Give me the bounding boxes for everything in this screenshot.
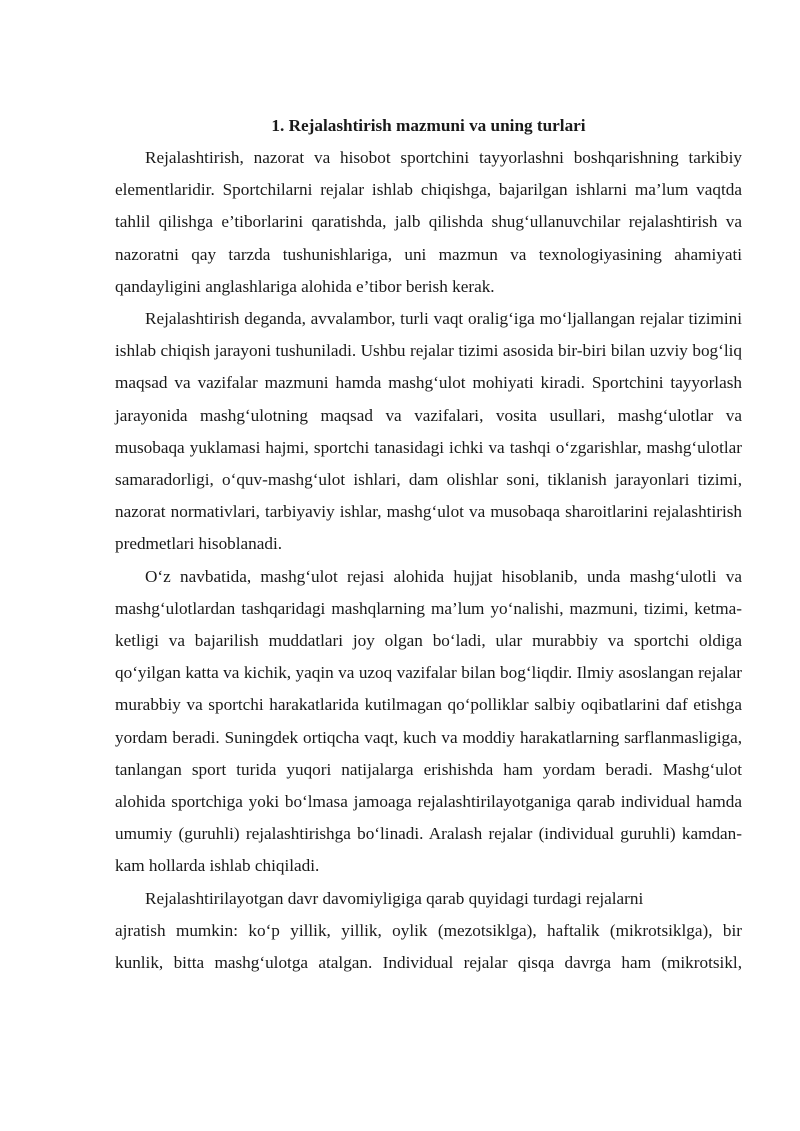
paragraph-4-line-2: ajratish mumkin: ko‘p yillik, yillik, oylik (mezotsiklga), haftalik (mikrotsiklga), bir [115,920,742,940]
paragraph-4-line-3: kunlik, bitta mashg‘ulotga atalgan. Individual rejalar qisqa davrga ham (mikrotsikl, [115,953,742,973]
paragraph-3: O‘z navbatida, mashg‘ulot rejasi alohida hujjat hisoblanib, unda mashg‘ulotli va mashg‘ulotlardan tashqaridagi mashqlarning ma’lum yo‘nalishi, mazmuni, tizimi, ketma-ketligi va bajarilish muddatlari joy olgan bo‘ladi, ular murabbiy va sportchi oldiga qo‘yilgan katta va kichik, yaqin va uzoq vazifalar bilan bog‘liqdir. Ilmiy asoslangan rejalar murabbiy va sportchi harakatlarida kutilmagan qo‘polliklar salbiy oqibatlarini daf etishga yordam beradi. Suningdek ortiqcha vaqt, kuch va moddiy harakatlarning sarflanmasligiga, tanlangan sport turida yuqori natijalarga erishishda ham yordam beradi. Mashg‘ulot alohida sportchiga yoki bo‘lmasa jamoaga rejalashtirilayotganiga qarab individual hamda umumiy (guruhli) rejalashtirishga bo‘linadi. Aralash rejalar (individual guruhli) kamdan-kam hollarda ishlab chiqiladi. [115,566,742,876]
paragraph-2: Rejalashtirish deganda, avvalambor, turli vaqt oralig‘iga mo‘ljallangan rejalar tizimini ishlab chiqish jarayoni tushuniladi. Ushbu rejalar tizimi asosida bir-biri bilan uzviy bog‘liq maqsad va vazifalar mazmuni hamda mashg‘ulot mohiyati kiradi. Sportchini tayyorlash jarayonida mashg‘ulotning maqsad va vazifalari, vosita usullari, mashg‘ulotlar va musobaqa yuklamasi hajmi, sportchi tanasidagi ichki va tashqi o‘zgarishlar, mashg‘ulotlar samaradorligi, o‘quv-mashg‘ulot ishlari, dam olishlar soni, tiklanish jarayonlari tizimi, nazorat normativlari, tarbiyaviy ishlar, mashg‘ulot va musobaqa sharoitlarini rejalashtirish predmetlari hisoblanadi. [115,309,742,554]
document-body [115,110,742,979]
paragraph-4-line-1: Rejalashtirilayotgan davr davomiyligiga qarab quyidagi turdagi rejalarni [145,888,644,908]
paragraph-1: Rejalashtirish, nazorat va hisobot sportchini tayyorlashni boshqarishning tarkibiy elementlaridir. Sportchilarni rejalar ishlab chiqishga, bajarilgan ishlarni ma’lum vaqtda tahlil qilishga e’tiborlarini qaratishda, jalb qilishda shug‘ullanuvchilar rejalashtirish va nazoratni qay tarzda tushunishlariga, uni mazmun va texnologiyasining ahamiyati qandayligini anglashlariga alohida e’tibor berish kerak. [115,148,742,296]
section-title: 1. Rejalashtirish mazmuni va uning turlari [271,116,586,135]
